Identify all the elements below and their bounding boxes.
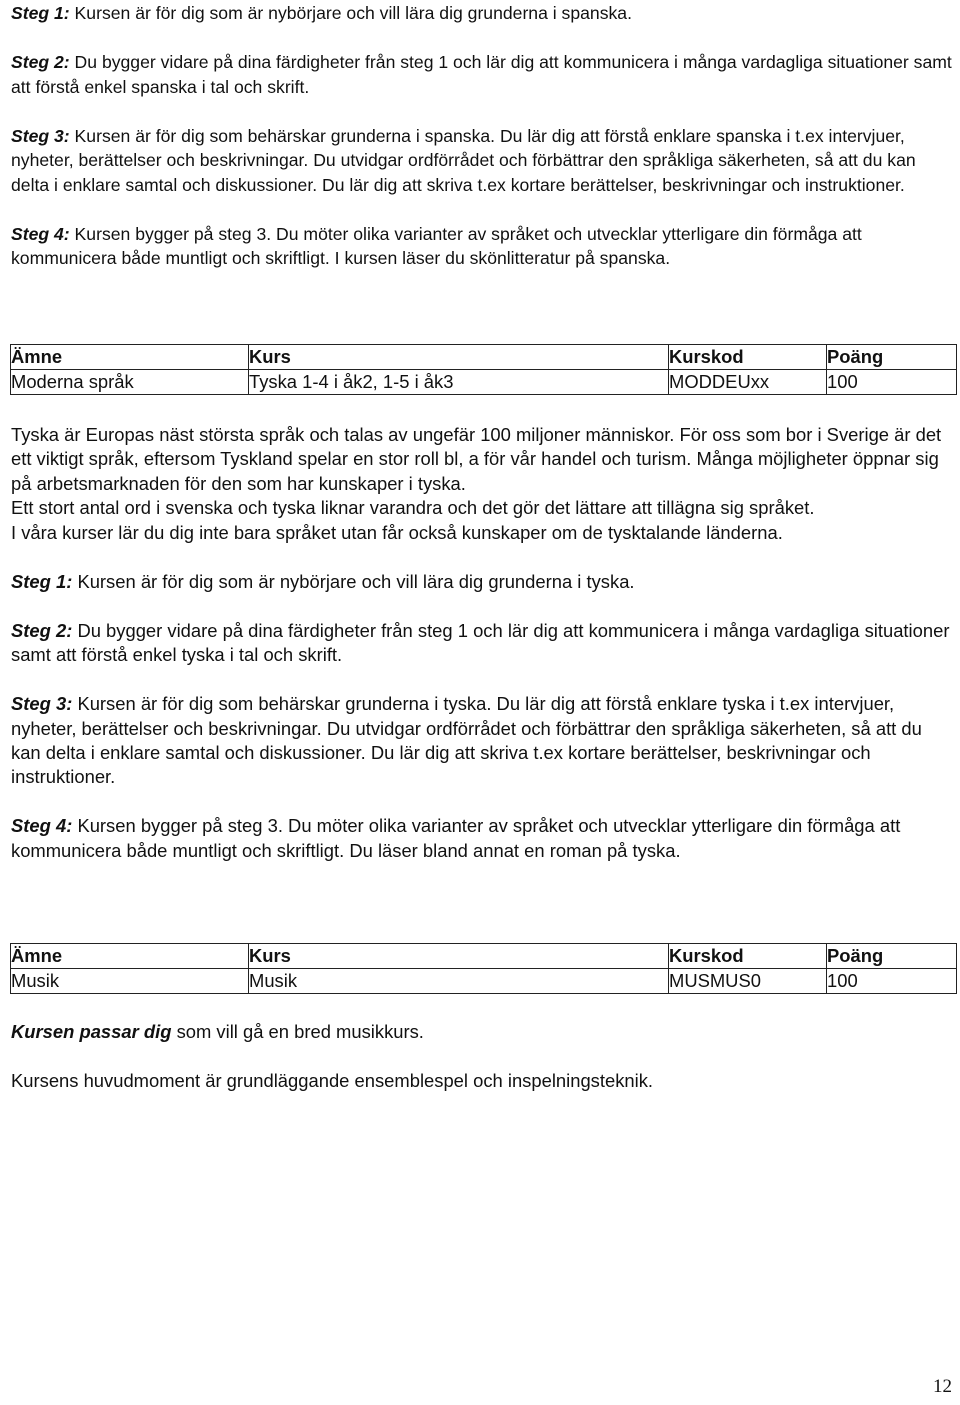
header-code: Kurskod: [669, 944, 827, 969]
table-row: [11, 969, 957, 994]
cell-course: Tyska 1-4 i åk2, 1-5 i åk3: [249, 370, 669, 395]
header-points: Poäng: [827, 345, 957, 370]
music-suits: Kursen passar dig som vill gå en bred musikkurs.: [11, 1021, 424, 1042]
german-intro-paragraph-3: I våra kurser lär du dig inte bara språket utan får också kunskaper om de tysktalande länderna.: [11, 521, 783, 543]
german-step-1: Steg 1: Kursen är för dig som är nybörjare och vill lära dig grunderna i tyska.: [11, 571, 635, 592]
german-step-3: Steg 3: Kursen är för dig som behärskar grunderna i tyska. Du lär dig att förstå enklare tyska i t.ex intervjuer, nyheter, berättelser och beskrivningar. Du utvidgar ordförrådet och förbättrar den språkliga säkerheten, så att du kan delta i enklare samtal och diskussioner. Du lär dig att skriva t.ex kortare berättelser, beskrivningar och instruktioner.: [11, 693, 922, 788]
page-number: 12: [933, 1376, 952, 1397]
cell-points: 100: [827, 370, 957, 395]
german-steps: [11, 570, 955, 888]
spanish-step-1: Steg 1: Kursen är för dig som är nybörjare och vill lära dig grunderna i spanska.: [11, 3, 632, 23]
table-header-row: [11, 345, 957, 370]
german-step-2: Steg 2: Du bygger vidare på dina färdigheter från steg 1 och lär dig att kommunicera i många vardagliga situationer samt att förstå enkel tyska i tal och skrift.: [11, 619, 950, 666]
header-course: Kurs: [249, 944, 669, 969]
spanish-steps: [11, 1, 955, 295]
german-intro-paragraph-2: Ett stort antal ord i svenska och tyska liknar varandra och det gör det lättare att tillägna sig språket.: [11, 497, 815, 519]
header-subject: Ämne: [11, 944, 249, 969]
cell-subject: Musik: [11, 969, 249, 994]
music-main-parts: Kursens huvudmoment är grundläggande ensemblespel och inspelningsteknik.: [11, 1069, 654, 1091]
cell-subject: Moderna språk: [11, 370, 249, 395]
spanish-step-3: Steg 3: Kursen är för dig som behärskar grunderna i spanska. Du lär dig att förstå enklare spanska i t.ex intervjuer, nyheter, berättelser och beskrivningar. Du utvidgar ordförrådet och förbättrar den språkliga säkerheten, så att du kan delta i enklare samtal och diskussioner. Du lär dig att skriva t.ex kortare berättelser, beskrivningar och instruktioner.: [11, 125, 916, 195]
table-row: [11, 370, 957, 395]
spanish-step-2: Steg 2: Du bygger vidare på dina färdigheter från steg 1 och lär dig att kommunicera i många vardagliga situationer samt att förstå enkel spanska i tal och skrift.: [11, 52, 952, 97]
cell-points: 100: [827, 969, 957, 994]
german-intro: [11, 423, 955, 570]
header-subject: Ämne: [11, 345, 249, 370]
german-step-4: Steg 4: Kursen bygger på steg 3. Du möter olika varianter av språket och utvecklar ytterligare din förmåga att kommunicera både muntligt och skriftligt. Du läser bland annat en roman på tyska.: [11, 815, 901, 861]
cell-code: MODDEUxx: [669, 370, 827, 395]
header-course: Kurs: [249, 345, 669, 370]
cell-code: MUSMUS0: [669, 969, 827, 994]
cell-course: Musik: [249, 969, 669, 994]
music-description: [11, 1020, 955, 1118]
header-points: Poäng: [827, 944, 957, 969]
german-course-table: [10, 344, 957, 395]
header-code: Kurskod: [669, 345, 827, 370]
german-intro-paragraph-1: Tyska är Europas näst största språk och talas av ungefär 100 miljoner människor. För oss som bor i Sverige är det ett viktigt språk, eftersom Tyskland spelar en stor roll bl, a för vår handel och turism. Många möjligheter öppnar sig på arbetsmarknaden för den som har kunskaper i tyska.: [11, 424, 942, 494]
table-header-row: [11, 944, 957, 969]
spanish-step-4: Steg 4: Kursen bygger på steg 3. Du möter olika varianter av språket och utvecklar ytterligare din förmåga att kommunicera både muntligt och skriftligt. I kursen läser du skönlitteratur på spanska.: [11, 223, 862, 268]
music-course-table: [10, 943, 957, 994]
